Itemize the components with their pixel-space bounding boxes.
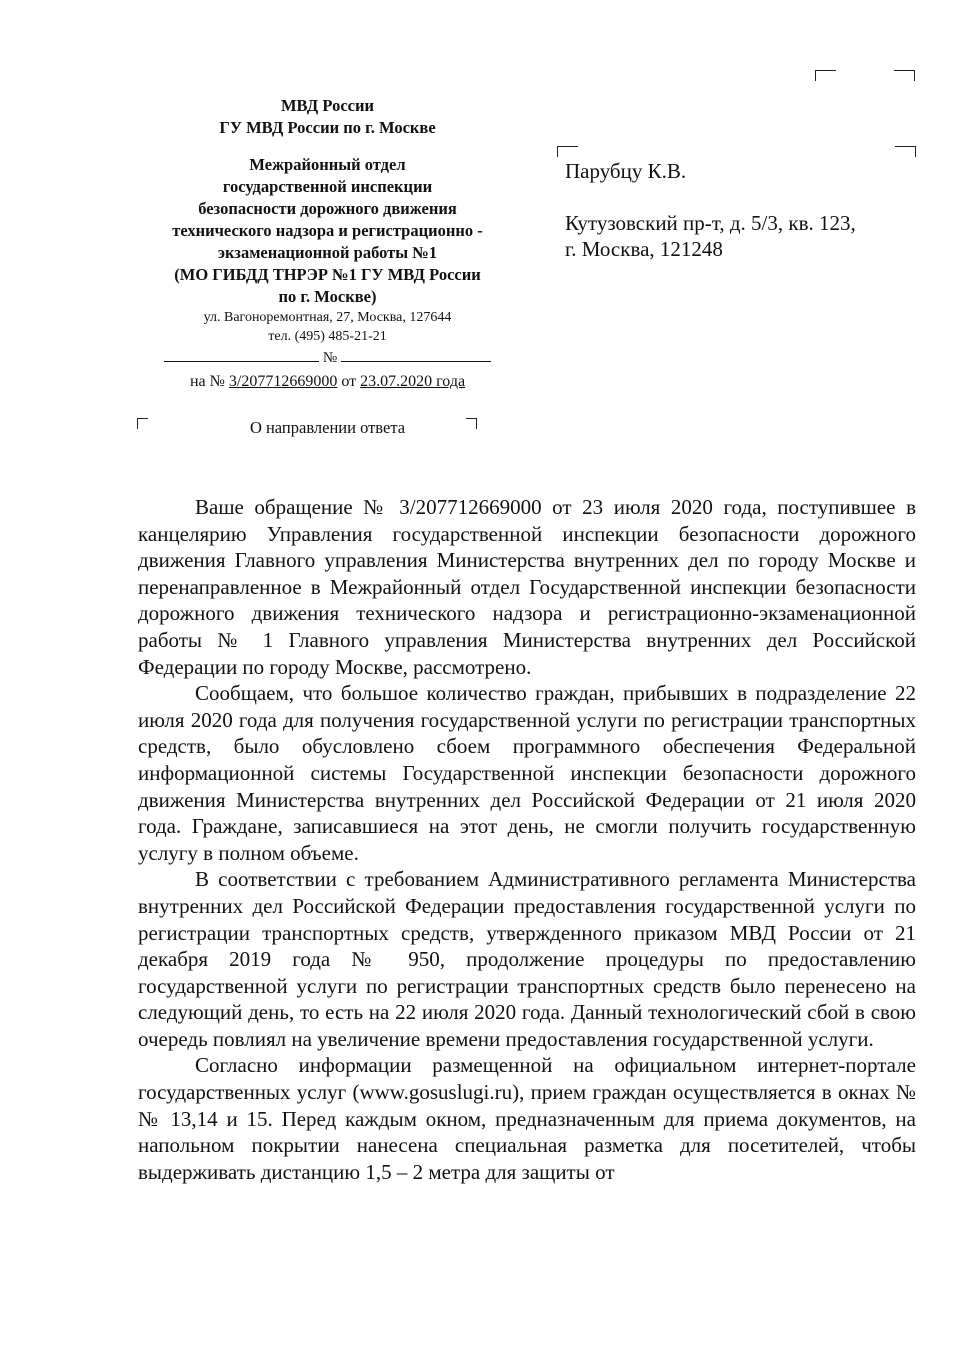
body-paragraph: Согласно информации размещенной на официальном интернет-портале государственных услуг (www.gosuslugi.ru), прием граждан осуществляется в окнах №№ 13,14 и 15. Перед каждым окном, предназначенным для приема документов, на напольном покрытии нанесена специальная разметка для посетителей, чтобы выдерживать дистанцию 1,5 – 2 метра для защиты от (138, 1053, 916, 1184)
addressee-address-line: Кутузовский пр-т, д. 5/3, кв. 123, (565, 211, 856, 235)
sender-directorate: ГУ МВД России по г. Москве (219, 118, 436, 137)
corner-mark (894, 70, 915, 81)
addressee-address-line: г. Москва, 121248 (565, 237, 723, 261)
sender-dept-line: по г. Москве) (278, 287, 377, 306)
addressee-name: Парубцу К.В. (565, 159, 687, 183)
ref-date: 23.07.2020 года (360, 373, 466, 390)
corner-mark (815, 70, 836, 81)
body-paragraph: Сообщаем, что большое количество граждан, прибывших в подразделение 22 июля 2020 года для получения государственной услуги по регистрации транспортных средств, было обусловлено сбоем программного обеспечения Федеральной информационной системы Государственной инспекции безопасности дорожного движения Министерства внутренних дел Российской Федерации от 21 июля 2020 года. Граждане, записавшиеся на этот день, не смогли получить государственную услугу в полном объеме. (138, 681, 916, 865)
body-paragraph: В соответствии с требованием Административного регламента Министерства внутренних дел Российской Федерации предоставления государственной услуги по регистрации транспортных средств, утвержденного приказом МВД России от 21 декабря 2019 года № 950, продолжение процедуры по предоставлению государственной услуги по регистрации транспортных средств было перенесено на следующий день, то есть на 22 июля 2020 года. Данный технологический сбой в свою очередь повлиял на увеличение времени предоставления государственной услуги. (138, 867, 916, 1051)
sender-block (140, 95, 515, 393)
sender-dept-line: экзаменационной работы №1 (217, 243, 438, 262)
outgoing-number-line (140, 347, 515, 369)
ref-prefix: на № (189, 373, 225, 390)
sender-dept-line: технического надзора и регистрационно - (172, 221, 483, 240)
sender-address: ул. Вагоноремонтная, 27, Москва, 127644 (203, 310, 452, 325)
letter-subject: О направлении ответа (249, 418, 406, 437)
corner-mark (557, 146, 578, 157)
letter-body (138, 494, 916, 1185)
addressee-block (565, 158, 925, 262)
sender-phone: тел. (495) 485-21-21 (268, 329, 387, 344)
sender-dept-line: безопасности дорожного движения (198, 199, 457, 218)
body-paragraph: Ваше обращение № 3/207712669000 от 23 июля 2020 года, поступившее в канцелярию Управления государственной инспекции безопасности дорожного движения Главного управления Министерства внутренних дел по городу Москве и перенаправленное в Межрайонный отдел Государственной инспекции безопасности дорожного движения технического надзора и регистрационно-экзаменационной работы № 1 Главного управления Министерства внутренних дел Российской Федерации по городу Москве, рассмотрено. (138, 495, 916, 679)
sender-dept-line: (МО ГИБДД ТНРЭР №1 ГУ МВД России (174, 265, 481, 284)
ref-from: от (341, 373, 357, 390)
ref-number: 3/207712669000 (228, 373, 338, 390)
sender-ministry: МВД России (280, 96, 374, 115)
corner-mark (895, 146, 916, 157)
sender-dept-line: Межрайонный отдел (249, 155, 406, 174)
reference-line (140, 371, 515, 393)
sender-dept-line: государственной инспекции (222, 177, 433, 196)
number-sign: № (322, 350, 338, 366)
